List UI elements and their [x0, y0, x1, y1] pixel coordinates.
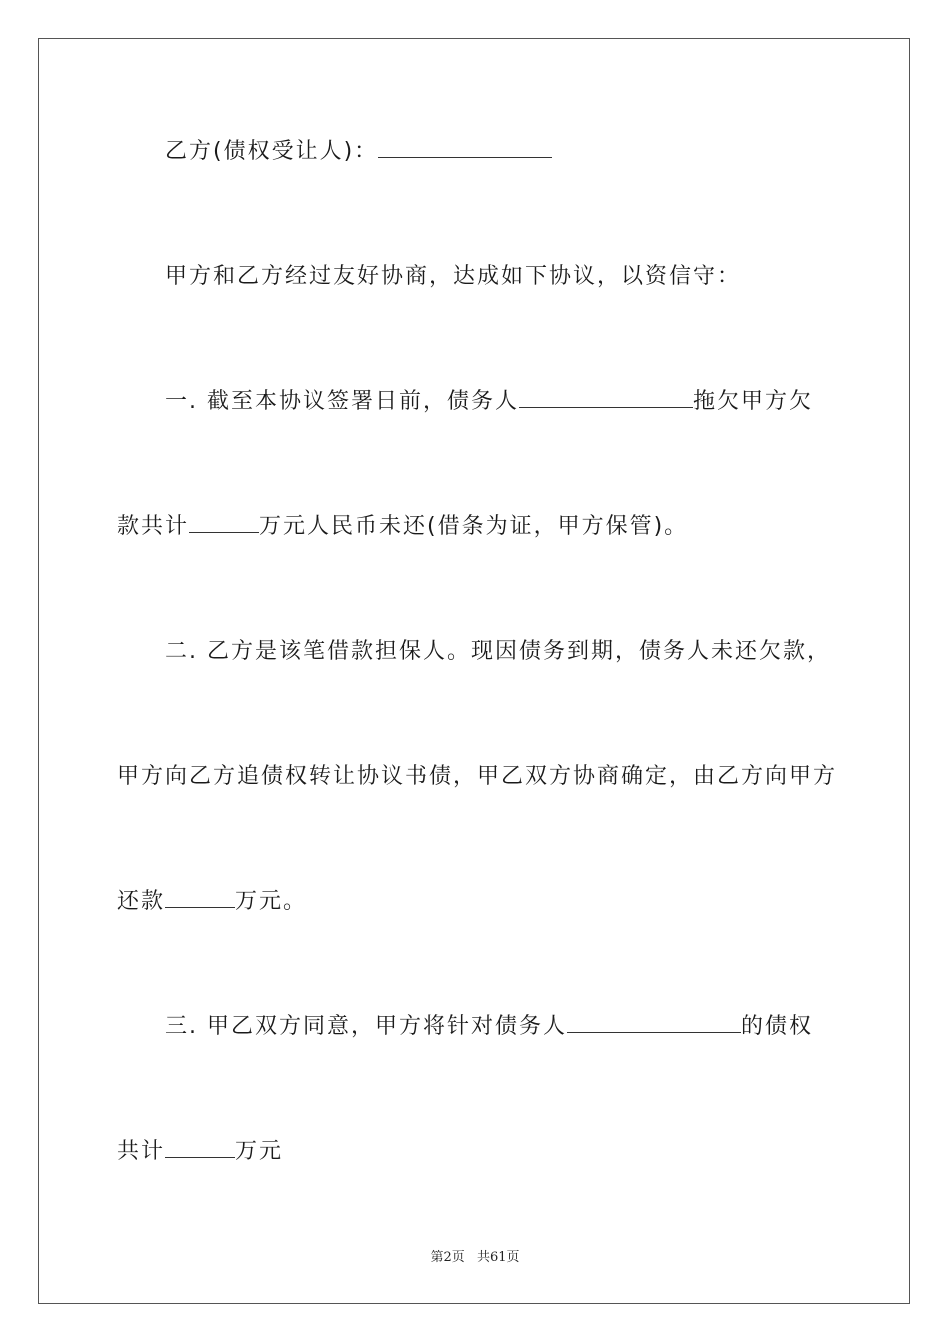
clause-1-text-b: 拖欠甲方欠	[693, 389, 814, 414]
clause-2-text-b: 甲方向乙方追债权转让协议书债，甲乙双方协商确定，由乙方向甲方	[117, 764, 838, 789]
clause-3-text-b: 的债权	[741, 1014, 814, 1039]
clause-2-line-3	[117, 887, 837, 917]
clause-1-text-d: 万元人民币未还(借条为证，甲方保管)。	[259, 514, 689, 539]
clause-2-line-1	[117, 637, 885, 667]
clause-1-line-2	[117, 512, 837, 542]
page-footer	[0, 1246, 950, 1265]
page-frame	[38, 38, 910, 1304]
clause-1-line-1	[117, 387, 885, 417]
assignee-blank[interactable]	[378, 137, 552, 158]
assignee-line	[117, 137, 885, 167]
clause-2-line-2	[117, 762, 837, 792]
clause-3-text-a: 三. 甲乙双方同意，甲方将针对债务人	[165, 1014, 567, 1039]
page-total: 共61页	[476, 1250, 520, 1265]
clause-2-text-d: 万元。	[235, 889, 308, 914]
debtor-blank-1[interactable]	[519, 387, 693, 408]
clause-3-line-2	[117, 1137, 837, 1167]
amount-blank-1[interactable]	[189, 512, 259, 533]
intro-text: 甲方和乙方经过友好协商，达成如下协议，以资信守：	[165, 264, 742, 289]
clause-2-text-c: 还款	[117, 889, 166, 914]
clause-3-line-1	[117, 1012, 885, 1042]
intro-line	[117, 262, 885, 292]
debtor-blank-2[interactable]	[567, 1012, 741, 1033]
clause-1-text-c: 款共计	[117, 514, 190, 539]
amount-blank-3[interactable]	[165, 1137, 235, 1158]
clause-1-text-a: 一. 截至本协议签署日前，债务人	[165, 389, 519, 414]
clause-2-text-a: 二. 乙方是该笔借款担保人。现因债务到期，债务人未还欠款，	[165, 639, 831, 664]
amount-blank-2[interactable]	[165, 887, 235, 908]
clause-3-text-c: 共计	[117, 1139, 166, 1164]
assignee-label: 乙方(债权受让人)：	[165, 139, 379, 164]
clause-3-text-d: 万元	[235, 1139, 284, 1164]
page-number: 第2页	[430, 1250, 465, 1265]
